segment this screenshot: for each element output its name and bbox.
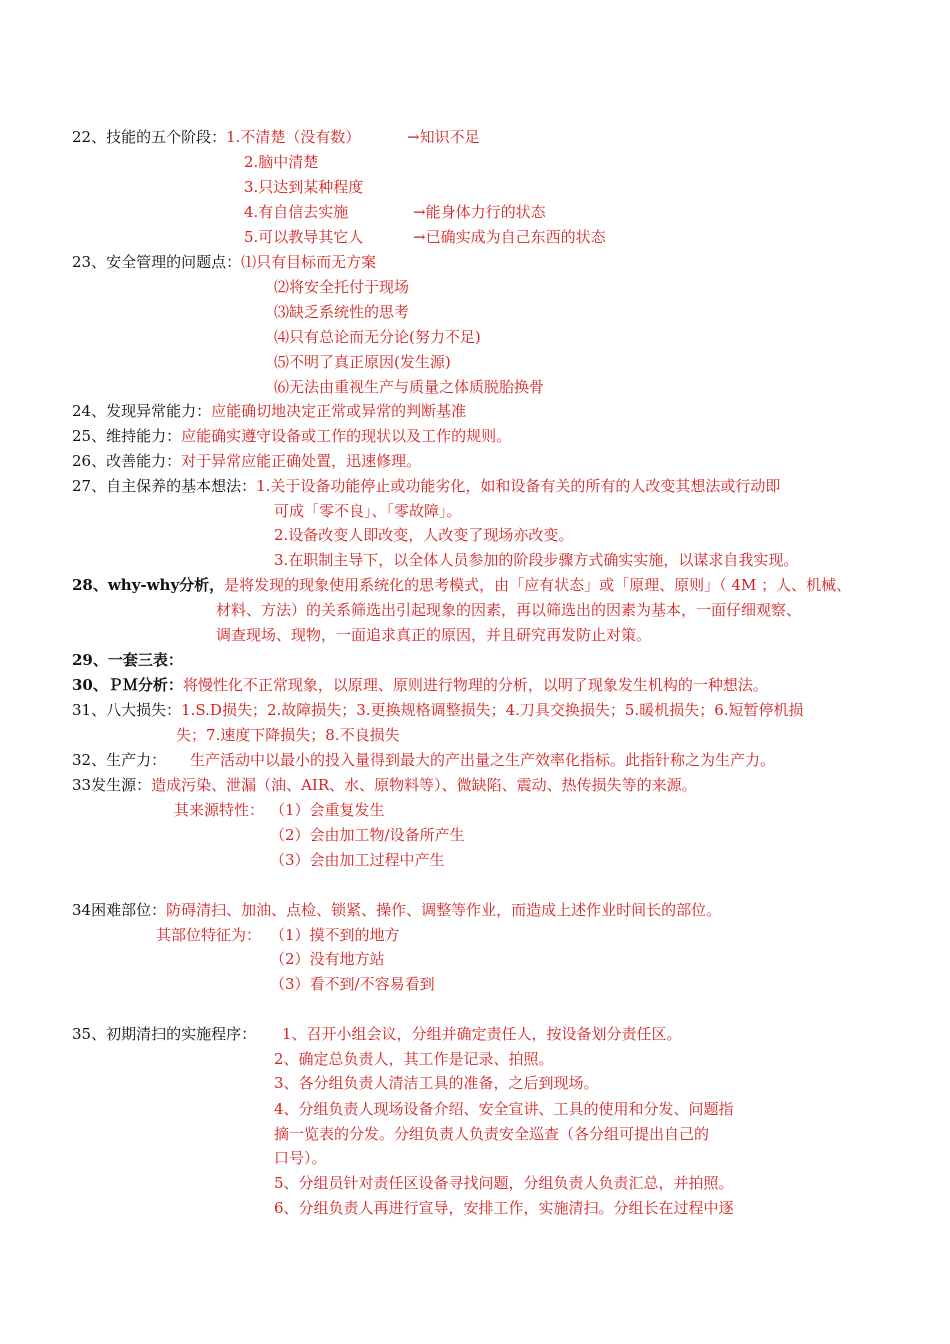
item-33 <box>72 775 697 795</box>
item-22-stage-2: 2.脑中清楚 <box>244 153 319 171</box>
item-26 <box>72 451 421 471</box>
item-30-text: 将慢性化不正常现象，以原理、原则进行物理的分析，以明了现象发生机构的一种想法。 <box>182 676 768 694</box>
item-22-stage-4: 4.有自信去实施 <box>244 203 349 221</box>
item-34-point-3: （3）看不到/不容易看到 <box>270 975 435 993</box>
item-26-text: 对于异常应能正确处置，迅速修理。 <box>181 452 422 470</box>
item-30-label: 30、ＰＭ分析： <box>72 676 183 694</box>
item-33-text: 造成污染、泄漏（油、AIR、水、原物料等）、微缺陷、震动、热传损失等的来源。 <box>151 776 697 794</box>
item-33-point-1: （1）会重复发生 <box>270 801 385 819</box>
item-22-stage-1: 1.不清楚（没有数） <box>226 128 361 146</box>
item-35-step-4b: 摘一览表的分发。分组负责人负责安全巡查（各分组可提出自己的 <box>274 1125 710 1143</box>
item-30 <box>72 675 768 695</box>
item-23-point-2: ⑵将安全托付于现场 <box>274 278 410 296</box>
item-22 <box>72 127 360 147</box>
item-35-step-4a: 4、分组负责人现场设备介绍、安全宣讲、工具的使用和分发、问题指 <box>274 1100 734 1118</box>
item-34 <box>72 900 721 920</box>
item-35-step-4c: 口号）。 <box>274 1149 327 1167</box>
item-31 <box>72 700 804 720</box>
item-31-line-1: 1.S.D损失；2.故障损失；3.更换规格调整损失；4.刀具交换损失；5.暖机损失；6.短暂停机损 <box>181 701 804 719</box>
item-33-sub-label: 其来源特性： <box>174 801 265 819</box>
item-28 <box>72 575 851 595</box>
item-25-label: 25、维持能力： <box>72 427 182 445</box>
item-24-label: 24、发现异常能力： <box>72 402 212 420</box>
item-23 <box>72 252 376 272</box>
item-24 <box>72 401 466 421</box>
item-27-point-1a: 1.关于设备功能停止或功能劣化，如和设备有关的所有的人改变其想法或行动即 <box>256 477 781 495</box>
item-27-point-1b: 可成「零不良」、「零故障」。 <box>274 502 462 520</box>
item-25 <box>72 426 511 446</box>
item-22-stage-5: 5.可以教导其它人 <box>244 228 364 246</box>
item-23-point-5: ⑸不明了真正原因(发生源) <box>274 353 451 371</box>
item-22-stage-5-note: →已确实成为自己东西的状态 <box>413 228 606 246</box>
item-28-line-1: 是将发现的现象使用系统化的思考模式，由「应有状态」或「原理、原则」（ 4M ；人、机械、 <box>224 576 852 594</box>
item-27-label: 27、自主保养的基本想法： <box>72 477 257 495</box>
item-27 <box>72 476 780 496</box>
item-35-step-1: 1、召开小组会议，分组并确定责任人，按设备划分责任区。 <box>282 1025 682 1043</box>
item-31-line-2: 失；7.速度下降损失；8.不良损失 <box>176 726 400 744</box>
item-34-label: 34困难部位： <box>72 901 167 919</box>
item-22-label: 22、技能的五个阶段： <box>72 128 227 146</box>
item-35-step-2: 2、确定总负责人，其工作是记录、拍照。 <box>274 1050 554 1068</box>
item-23-point-3: ⑶缺乏系统性的思考 <box>274 303 410 321</box>
item-29-label: 29、一套三表： <box>72 651 183 669</box>
item-31-label: 31、八大损失： <box>72 701 182 719</box>
item-32-label: 32、生产力： <box>72 751 167 769</box>
item-34-sub-label: 其部位特征为： <box>156 926 262 944</box>
item-28-label: 28、why-why分析， <box>72 576 225 594</box>
item-22-stage-1-note: →知识不足 <box>407 128 480 146</box>
item-35-step-5: 5、分组员针对责任区设备寻找问题，分组负责人负责汇总，并拍照。 <box>274 1174 734 1192</box>
item-23-point-6: ⑹无法由重视生产与质量之体质脱胎换骨 <box>274 378 545 396</box>
item-23-point-1: ⑴只有目标而无方案 <box>241 253 377 271</box>
item-23-label: 23、安全管理的问题点： <box>72 253 242 271</box>
item-23-point-4: ⑷只有总论而无分论(努力不足) <box>274 328 481 346</box>
item-35-step-6: 6、分组负责人再进行宣导，安排工作，实施清扫。分组长在过程中逐 <box>274 1199 734 1217</box>
item-32-text: 生产活动中以最小的投入量得到最大的产出量之生产效率化指标。此指针称之为生产力。 <box>190 751 776 769</box>
item-34-point-2: （2）没有地方站 <box>270 950 385 968</box>
item-28-line-3: 调查现场、现物，一面追求真正的原因，并且研究再发防止对策。 <box>216 626 652 644</box>
item-34-point-1: （1）摸不到的地方 <box>270 926 400 944</box>
item-35-step-3: 3、各分组负责人清洁工具的准备，之后到现场。 <box>274 1074 599 1092</box>
item-33-point-3: （3）会由加工过程中产生 <box>270 851 445 869</box>
item-33-point-2: （2）会由加工物/设备所产生 <box>270 826 465 844</box>
item-28-line-2: 材料、方法）的关系筛选出引起现象的因素，再以筛选出的因素为基本，一面仔细观察、 <box>216 601 802 619</box>
item-24-text: 应能确切地决定正常或异常的判断基准 <box>211 402 467 420</box>
item-35-label: 35、初期清扫的实施程序： <box>72 1025 257 1043</box>
item-34-text: 防碍清扫、加油、点检、锁紧、操作、调整等作业，而造成上述作业时间长的部位。 <box>166 901 722 919</box>
item-27-point-2: 2.设备改变人即改变，人改变了现场亦改变。 <box>274 526 574 544</box>
item-33-label: 33发生源： <box>72 776 152 794</box>
item-26-label: 26、改善能力： <box>72 452 182 470</box>
item-22-stage-4-note: →能身体力行的状态 <box>413 203 546 221</box>
item-22-stage-3: 3.只达到某种程度 <box>244 178 364 196</box>
item-27-point-3: 3.在职制主导下，以全体人员参加的阶段步骤方式确实实施，以谋求自我实现。 <box>274 551 799 569</box>
item-25-text: 应能确实遵守设备或工作的现状以及工作的规则。 <box>181 427 512 445</box>
